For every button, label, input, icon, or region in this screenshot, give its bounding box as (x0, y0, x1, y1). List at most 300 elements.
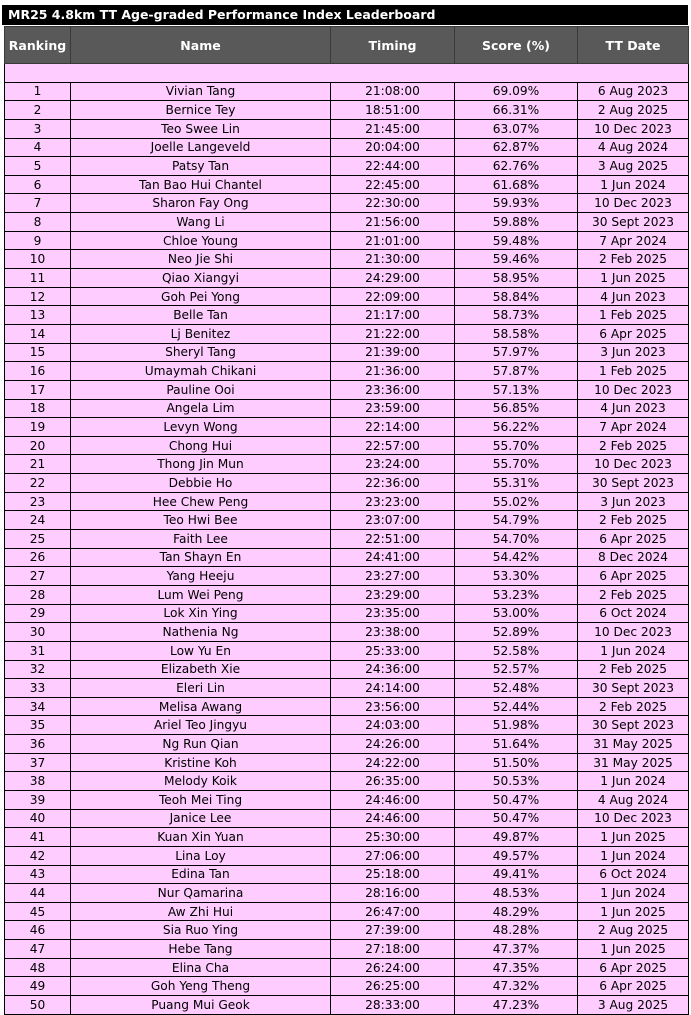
score-cell: 50.47% (455, 790, 578, 809)
name-cell: Lina Loy (71, 846, 331, 865)
tt-date-cell: 6 Apr 2025 (578, 567, 689, 586)
timing-cell: 24:14:00 (331, 679, 455, 698)
ranking-cell: 27 (5, 567, 71, 586)
ranking-cell: 30 (5, 623, 71, 642)
name-cell: Hebe Tang (71, 940, 331, 959)
table-row (5, 324, 689, 343)
table-row (5, 604, 689, 623)
tt-date-cell: 2 Aug 2025 (578, 921, 689, 940)
header-spacer-cell (5, 64, 689, 83)
ranking-cell: 40 (5, 809, 71, 828)
tt-date-cell: 3 Jun 2023 (578, 492, 689, 511)
name-cell: Melody Koik (71, 772, 331, 791)
name-cell: Sheryl Tang (71, 343, 331, 362)
score-cell: 53.23% (455, 585, 578, 604)
name-cell: Chloe Young (71, 231, 331, 250)
table-row (5, 175, 689, 194)
score-cell: 66.31% (455, 101, 578, 120)
ranking-cell: 23 (5, 492, 71, 511)
timing-cell: 24:46:00 (331, 809, 455, 828)
score-cell: 54.42% (455, 548, 578, 567)
table-row (5, 958, 689, 977)
tt-date-cell: 2 Feb 2025 (578, 585, 689, 604)
ranking-cell: 14 (5, 324, 71, 343)
timing-cell: 24:03:00 (331, 716, 455, 735)
score-cell: 56.85% (455, 399, 578, 418)
ranking-cell: 22 (5, 474, 71, 493)
table-row (5, 846, 689, 865)
timing-cell: 20:04:00 (331, 138, 455, 157)
ranking-cell: 31 (5, 641, 71, 660)
timing-cell: 21:56:00 (331, 213, 455, 232)
name-cell: Umaymah Chikani (71, 362, 331, 381)
tt-date-cell: 7 Apr 2024 (578, 418, 689, 437)
name-cell: Bernice Tey (71, 101, 331, 120)
column-header-name: Name (71, 27, 331, 64)
tt-date-cell: 1 Jun 2024 (578, 175, 689, 194)
timing-cell: 26:47:00 (331, 902, 455, 921)
table-row (5, 231, 689, 250)
timing-cell: 24:36:00 (331, 660, 455, 679)
score-cell: 57.87% (455, 362, 578, 381)
table-row (5, 119, 689, 138)
table-header (5, 27, 689, 83)
score-cell: 52.89% (455, 623, 578, 642)
table-row (5, 269, 689, 288)
timing-cell: 23:24:00 (331, 455, 455, 474)
name-cell: Eleri Lin (71, 679, 331, 698)
table-row (5, 641, 689, 660)
tt-date-cell: 4 Jun 2023 (578, 399, 689, 418)
name-cell: Teoh Mei Ting (71, 790, 331, 809)
tt-date-cell: 3 Aug 2025 (578, 157, 689, 176)
score-cell: 57.13% (455, 380, 578, 399)
ranking-cell: 13 (5, 306, 71, 325)
ranking-cell: 33 (5, 679, 71, 698)
ranking-cell: 46 (5, 921, 71, 940)
ranking-cell: 6 (5, 175, 71, 194)
score-cell: 54.79% (455, 511, 578, 530)
table-row (5, 101, 689, 120)
timing-cell: 27:39:00 (331, 921, 455, 940)
score-cell: 47.35% (455, 958, 578, 977)
header-spacer (5, 64, 689, 83)
timing-cell: 22:36:00 (331, 474, 455, 493)
score-cell: 47.32% (455, 977, 578, 996)
tt-date-cell: 1 Feb 2025 (578, 306, 689, 325)
tt-date-cell: 30 Sept 2023 (578, 679, 689, 698)
table-row (5, 287, 689, 306)
tt-date-cell: 2 Feb 2025 (578, 250, 689, 269)
score-cell: 52.57% (455, 660, 578, 679)
ranking-cell: 24 (5, 511, 71, 530)
name-cell: Tan Shayn En (71, 548, 331, 567)
timing-cell: 23:29:00 (331, 585, 455, 604)
name-cell: Chong Hui (71, 436, 331, 455)
table-row (5, 884, 689, 903)
timing-cell: 23:36:00 (331, 380, 455, 399)
column-header-tt-date: TT Date (578, 27, 689, 64)
tt-date-cell: 2 Aug 2025 (578, 101, 689, 120)
name-cell: Kristine Koh (71, 753, 331, 772)
name-cell: Patsy Tan (71, 157, 331, 176)
tt-date-cell: 1 Jun 2024 (578, 884, 689, 903)
tt-date-cell: 1 Jun 2025 (578, 828, 689, 847)
ranking-cell: 41 (5, 828, 71, 847)
ranking-cell: 38 (5, 772, 71, 791)
tt-date-cell: 1 Jun 2024 (578, 641, 689, 660)
name-cell: Angela Lim (71, 399, 331, 418)
timing-cell: 26:24:00 (331, 958, 455, 977)
ranking-cell: 48 (5, 958, 71, 977)
score-cell: 49.87% (455, 828, 578, 847)
table-row (5, 660, 689, 679)
score-cell: 52.58% (455, 641, 578, 660)
ranking-cell: 50 (5, 996, 71, 1015)
tt-date-cell: 2 Feb 2025 (578, 511, 689, 530)
name-cell: Wang Li (71, 213, 331, 232)
table-row (5, 902, 689, 921)
leaderboard-title: MR25 4.8km TT Age-graded Performance Index Leaderboard (2, 5, 688, 25)
tt-date-cell: 3 Aug 2025 (578, 996, 689, 1015)
table-row (5, 567, 689, 586)
table-row (5, 735, 689, 754)
ranking-cell: 16 (5, 362, 71, 381)
score-cell: 49.57% (455, 846, 578, 865)
tt-date-cell: 4 Aug 2024 (578, 138, 689, 157)
table-row (5, 399, 689, 418)
score-cell: 48.28% (455, 921, 578, 940)
timing-cell: 25:30:00 (331, 828, 455, 847)
table-row (5, 940, 689, 959)
timing-cell: 22:44:00 (331, 157, 455, 176)
tt-date-cell: 30 Sept 2023 (578, 213, 689, 232)
score-cell: 62.87% (455, 138, 578, 157)
score-cell: 63.07% (455, 119, 578, 138)
timing-cell: 22:51:00 (331, 530, 455, 549)
tt-date-cell: 6 Apr 2025 (578, 324, 689, 343)
timing-cell: 23:07:00 (331, 511, 455, 530)
timing-cell: 28:16:00 (331, 884, 455, 903)
score-cell: 53.00% (455, 604, 578, 623)
ranking-cell: 15 (5, 343, 71, 362)
score-cell: 55.31% (455, 474, 578, 493)
ranking-cell: 20 (5, 436, 71, 455)
score-cell: 49.41% (455, 865, 578, 884)
ranking-cell: 47 (5, 940, 71, 959)
table-row (5, 996, 689, 1015)
name-cell: Vivian Tang (71, 82, 331, 101)
timing-cell: 27:18:00 (331, 940, 455, 959)
timing-cell: 25:33:00 (331, 641, 455, 660)
tt-date-cell: 4 Aug 2024 (578, 790, 689, 809)
name-cell: Pauline Ooi (71, 380, 331, 399)
ranking-cell: 26 (5, 548, 71, 567)
timing-cell: 21:39:00 (331, 343, 455, 362)
table-row (5, 865, 689, 884)
name-cell: Belle Tan (71, 306, 331, 325)
timing-cell: 22:30:00 (331, 194, 455, 213)
ranking-cell: 45 (5, 902, 71, 921)
score-cell: 51.98% (455, 716, 578, 735)
ranking-cell: 2 (5, 101, 71, 120)
score-cell: 58.58% (455, 324, 578, 343)
ranking-cell: 43 (5, 865, 71, 884)
table-row (5, 977, 689, 996)
timing-cell: 21:01:00 (331, 231, 455, 250)
ranking-cell: 39 (5, 790, 71, 809)
name-cell: Teo Hwi Bee (71, 511, 331, 530)
ranking-cell: 8 (5, 213, 71, 232)
ranking-cell: 10 (5, 250, 71, 269)
score-cell: 50.47% (455, 809, 578, 828)
ranking-cell: 5 (5, 157, 71, 176)
table-row (5, 753, 689, 772)
name-cell: Kuan Xin Yuan (71, 828, 331, 847)
name-cell: Sia Ruo Ying (71, 921, 331, 940)
ranking-cell: 11 (5, 269, 71, 288)
table-row (5, 362, 689, 381)
name-cell: Low Yu En (71, 641, 331, 660)
table-row (5, 697, 689, 716)
name-cell: Janice Lee (71, 809, 331, 828)
score-cell: 59.46% (455, 250, 578, 269)
table-row (5, 921, 689, 940)
name-cell: Debbie Ho (71, 474, 331, 493)
table-row (5, 250, 689, 269)
timing-cell: 21:45:00 (331, 119, 455, 138)
table-row (5, 790, 689, 809)
tt-date-cell: 31 May 2025 (578, 735, 689, 754)
score-cell: 59.93% (455, 194, 578, 213)
tt-date-cell: 30 Sept 2023 (578, 716, 689, 735)
tt-date-cell: 2 Feb 2025 (578, 697, 689, 716)
table-row (5, 82, 689, 101)
timing-cell: 18:51:00 (331, 101, 455, 120)
name-cell: Lok Xin Ying (71, 604, 331, 623)
ranking-cell: 44 (5, 884, 71, 903)
timing-cell: 27:06:00 (331, 846, 455, 865)
timing-cell: 22:09:00 (331, 287, 455, 306)
tt-date-cell: 10 Dec 2023 (578, 623, 689, 642)
tt-date-cell: 10 Dec 2023 (578, 380, 689, 399)
table-row (5, 455, 689, 474)
tt-date-cell: 10 Dec 2023 (578, 455, 689, 474)
name-cell: Levyn Wong (71, 418, 331, 437)
ranking-cell: 4 (5, 138, 71, 157)
tt-date-cell: 30 Sept 2023 (578, 474, 689, 493)
score-cell: 59.48% (455, 231, 578, 250)
score-cell: 48.29% (455, 902, 578, 921)
name-cell: Puang Mui Geok (71, 996, 331, 1015)
tt-date-cell: 1 Jun 2025 (578, 902, 689, 921)
timing-cell: 26:35:00 (331, 772, 455, 791)
ranking-cell: 7 (5, 194, 71, 213)
score-cell: 47.23% (455, 996, 578, 1015)
tt-date-cell: 2 Feb 2025 (578, 436, 689, 455)
ranking-cell: 18 (5, 399, 71, 418)
tt-date-cell: 6 Aug 2023 (578, 82, 689, 101)
name-cell: Elina Cha (71, 958, 331, 977)
tt-date-cell: 7 Apr 2024 (578, 231, 689, 250)
score-cell: 58.84% (455, 287, 578, 306)
table-row (5, 511, 689, 530)
timing-cell: 23:35:00 (331, 604, 455, 623)
score-cell: 58.73% (455, 306, 578, 325)
score-cell: 47.37% (455, 940, 578, 959)
name-cell: Hee Chew Peng (71, 492, 331, 511)
timing-cell: 21:36:00 (331, 362, 455, 381)
table-row (5, 530, 689, 549)
timing-cell: 26:25:00 (331, 977, 455, 996)
timing-cell: 21:30:00 (331, 250, 455, 269)
tt-date-cell: 6 Oct 2024 (578, 865, 689, 884)
table-row (5, 585, 689, 604)
table-row (5, 436, 689, 455)
score-cell: 48.53% (455, 884, 578, 903)
tt-date-cell: 3 Jun 2023 (578, 343, 689, 362)
name-cell: Edina Tan (71, 865, 331, 884)
ranking-cell: 21 (5, 455, 71, 474)
table-row (5, 492, 689, 511)
score-cell: 55.70% (455, 455, 578, 474)
score-cell: 50.53% (455, 772, 578, 791)
column-header-score: Score (%) (455, 27, 578, 64)
name-cell: Goh Pei Yong (71, 287, 331, 306)
table-row (5, 772, 689, 791)
tt-date-cell: 10 Dec 2023 (578, 194, 689, 213)
score-cell: 54.70% (455, 530, 578, 549)
name-cell: Elizabeth Xie (71, 660, 331, 679)
ranking-cell: 25 (5, 530, 71, 549)
name-cell: Joelle Langeveld (71, 138, 331, 157)
table-row (5, 194, 689, 213)
timing-cell: 23:23:00 (331, 492, 455, 511)
table-row (5, 809, 689, 828)
score-cell: 51.64% (455, 735, 578, 754)
ranking-cell: 35 (5, 716, 71, 735)
timing-cell: 24:26:00 (331, 735, 455, 754)
tt-date-cell: 10 Dec 2023 (578, 119, 689, 138)
score-cell: 58.95% (455, 269, 578, 288)
ranking-cell: 29 (5, 604, 71, 623)
table-row (5, 213, 689, 232)
name-cell: Qiao Xiangyi (71, 269, 331, 288)
ranking-cell: 28 (5, 585, 71, 604)
table-row (5, 343, 689, 362)
tt-date-cell: 6 Apr 2025 (578, 958, 689, 977)
name-cell: Melisa Awang (71, 697, 331, 716)
ranking-cell: 12 (5, 287, 71, 306)
tt-date-cell: 6 Apr 2025 (578, 530, 689, 549)
timing-cell: 24:22:00 (331, 753, 455, 772)
timing-cell: 21:17:00 (331, 306, 455, 325)
timing-cell: 21:22:00 (331, 324, 455, 343)
name-cell: Sharon Fay Ong (71, 194, 331, 213)
name-cell: Lum Wei Peng (71, 585, 331, 604)
timing-cell: 24:46:00 (331, 790, 455, 809)
tt-date-cell: 1 Jun 2025 (578, 940, 689, 959)
name-cell: Ariel Teo Jingyu (71, 716, 331, 735)
tt-date-cell: 31 May 2025 (578, 753, 689, 772)
timing-cell: 22:57:00 (331, 436, 455, 455)
ranking-cell: 1 (5, 82, 71, 101)
score-cell: 53.30% (455, 567, 578, 586)
table-row (5, 380, 689, 399)
ranking-cell: 37 (5, 753, 71, 772)
name-cell: Nur Qamarina (71, 884, 331, 903)
score-cell: 57.97% (455, 343, 578, 362)
tt-date-cell: 1 Jun 2024 (578, 772, 689, 791)
ranking-cell: 32 (5, 660, 71, 679)
score-cell: 51.50% (455, 753, 578, 772)
score-cell: 52.48% (455, 679, 578, 698)
score-cell: 55.70% (455, 436, 578, 455)
tt-date-cell: 2 Feb 2025 (578, 660, 689, 679)
timing-cell: 22:45:00 (331, 175, 455, 194)
table-row (5, 828, 689, 847)
table-row (5, 716, 689, 735)
column-header-timing: Timing (331, 27, 455, 64)
name-cell: Nathenia Ng (71, 623, 331, 642)
score-cell: 59.88% (455, 213, 578, 232)
tt-date-cell: 1 Feb 2025 (578, 362, 689, 381)
timing-cell: 24:41:00 (331, 548, 455, 567)
tt-date-cell: 6 Oct 2024 (578, 604, 689, 623)
ranking-cell: 42 (5, 846, 71, 865)
name-cell: Yang Heeju (71, 567, 331, 586)
name-cell: Faith Lee (71, 530, 331, 549)
table-row (5, 679, 689, 698)
name-cell: Goh Yeng Theng (71, 977, 331, 996)
table-row (5, 157, 689, 176)
score-cell: 56.22% (455, 418, 578, 437)
tt-date-cell: 10 Dec 2023 (578, 809, 689, 828)
tt-date-cell: 4 Jun 2023 (578, 287, 689, 306)
ranking-cell: 19 (5, 418, 71, 437)
name-cell: Tan Bao Hui Chantel (71, 175, 331, 194)
ranking-cell: 34 (5, 697, 71, 716)
ranking-cell: 49 (5, 977, 71, 996)
table-body (5, 82, 689, 1014)
leaderboard-table (4, 26, 689, 1015)
timing-cell: 25:18:00 (331, 865, 455, 884)
timing-cell: 28:33:00 (331, 996, 455, 1015)
tt-date-cell: 1 Jun 2024 (578, 846, 689, 865)
timing-cell: 23:56:00 (331, 697, 455, 716)
table-row (5, 138, 689, 157)
ranking-cell: 17 (5, 380, 71, 399)
timing-cell: 23:38:00 (331, 623, 455, 642)
name-cell: Ng Run Qian (71, 735, 331, 754)
timing-cell: 22:14:00 (331, 418, 455, 437)
score-cell: 61.68% (455, 175, 578, 194)
ranking-cell: 3 (5, 119, 71, 138)
timing-cell: 21:08:00 (331, 82, 455, 101)
header-row (5, 27, 689, 64)
timing-cell: 23:59:00 (331, 399, 455, 418)
score-cell: 55.02% (455, 492, 578, 511)
tt-date-cell: 8 Dec 2024 (578, 548, 689, 567)
ranking-cell: 9 (5, 231, 71, 250)
name-cell: Teo Swee Lin (71, 119, 331, 138)
table-row (5, 306, 689, 325)
timing-cell: 23:27:00 (331, 567, 455, 586)
table-row (5, 474, 689, 493)
name-cell: Lj Benitez (71, 324, 331, 343)
name-cell: Aw Zhi Hui (71, 902, 331, 921)
table-row (5, 548, 689, 567)
